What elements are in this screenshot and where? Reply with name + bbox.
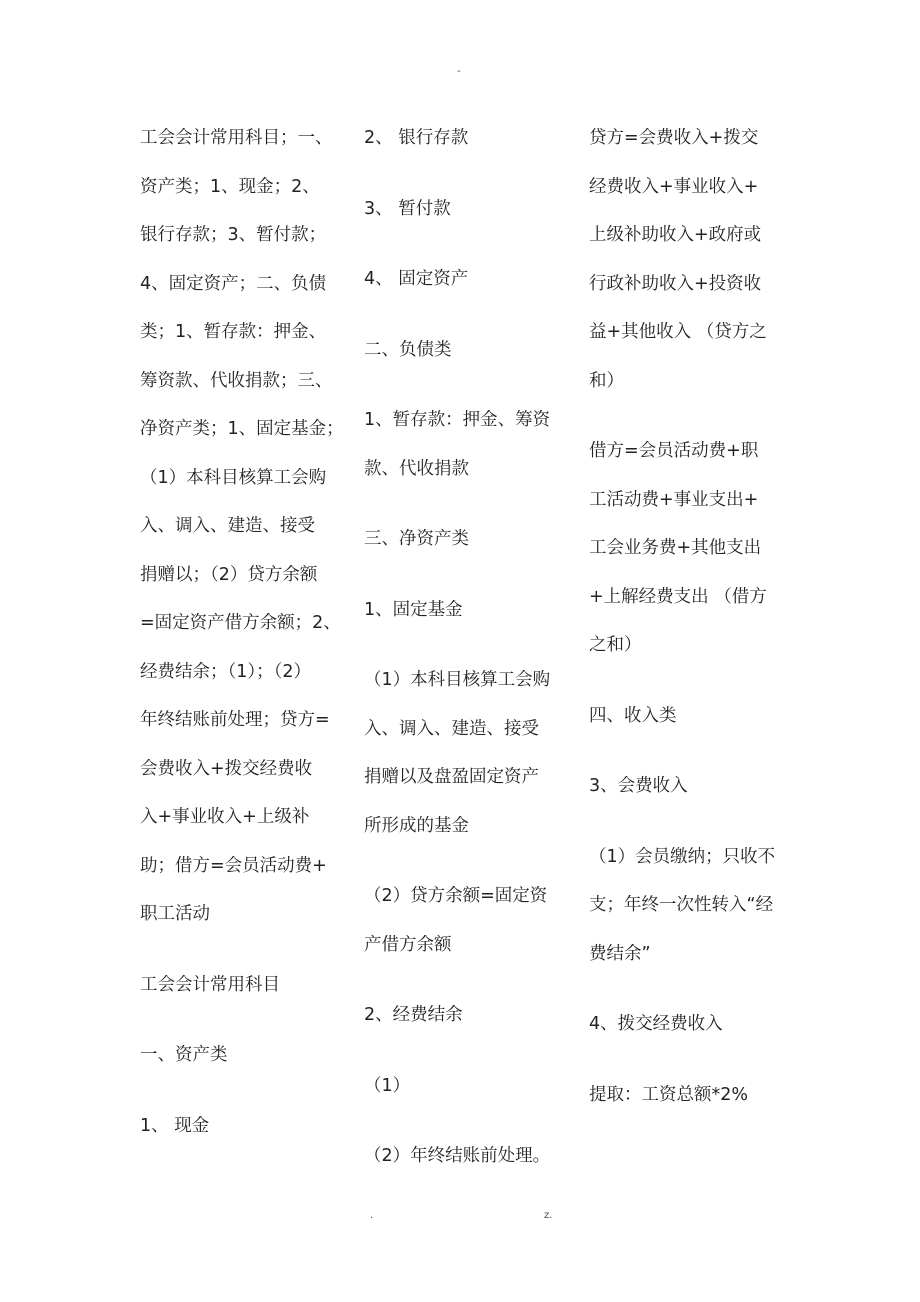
item-heading: 2、经费结余 xyxy=(364,1005,463,1025)
text-line: 贷方=会费收入+拨交 xyxy=(589,128,759,148)
text-line: 入+事业收入+上级补 xyxy=(140,807,310,827)
footer-mark-left: . xyxy=(370,1210,374,1221)
item-heading: 2、 银行存款 xyxy=(364,128,469,148)
text-line: 行政补助收入+投资收 xyxy=(589,273,762,294)
text-line: 提取：工资总额*2% xyxy=(589,1084,749,1105)
section-heading: 二、负债类 xyxy=(364,339,452,360)
text-line: 上级补助收入+政府或 xyxy=(589,225,762,245)
text-line: （1） xyxy=(364,1075,411,1096)
section-heading: 四、收入类 xyxy=(589,705,677,726)
text-line: （1）本科目核算工会购 xyxy=(140,467,327,488)
section-heading: 一、资产类 xyxy=(140,1045,228,1065)
text-line: 工会业务费+其他支出 xyxy=(589,538,762,558)
text-line: 入、调入、建造、接受 xyxy=(364,718,539,739)
text-line: （1）会员缴纳；只收不 xyxy=(589,846,776,867)
text-line: 助；借方=会员活动费+ xyxy=(140,855,327,876)
text-line: （1）本科目核算工会购 xyxy=(364,670,551,690)
text-line: 会费收入+拨交经费收 xyxy=(140,758,313,779)
text-line: 经费结余；（1）；（2） xyxy=(140,661,312,682)
text-line: 借方=会员活动费+职 xyxy=(589,441,759,461)
text-line: +上解经费支出 （借方 xyxy=(589,586,767,607)
section-heading: 三、净资产类 xyxy=(364,529,469,549)
item-heading: 4、 固定资产 xyxy=(364,269,469,289)
text-line: 1、暂存款：押金、筹资 xyxy=(364,410,551,430)
text-line: 工会会计常用科目；一、 xyxy=(140,128,333,148)
text-line: 工活动费+事业支出+ xyxy=(589,489,759,510)
item-heading: 4、拨交经费收入 xyxy=(589,1014,723,1034)
text-line: =固定资产借方余额；2、 xyxy=(140,613,341,633)
text-line: 职工活动 xyxy=(140,904,210,924)
text-line: 4、固定资产；二、负债 xyxy=(140,273,327,294)
column-2 xyxy=(364,114,574,1181)
text-line: 入、调入、建造、接受 xyxy=(140,516,315,536)
text-line: 年终结账前处理；贷方= xyxy=(140,710,330,730)
text-line: 和） xyxy=(589,370,624,391)
text-line: 之和） xyxy=(589,635,642,655)
text-line: 净资产类；1、固定基金； xyxy=(140,419,344,439)
text-line: 资产类；1、现金；2、 xyxy=(140,176,320,197)
item-heading: 3、 暂付款 xyxy=(364,198,451,219)
text-line: （2）贷方余额=固定资 xyxy=(364,886,548,906)
text-line: 费结余” xyxy=(589,943,651,964)
text-line: （2）年终结账前处理。 xyxy=(364,1146,551,1166)
text-line: 经费收入+事业收入+ xyxy=(589,176,759,197)
text-line: 款、代收捐款 xyxy=(364,458,469,479)
header-mark: - xyxy=(457,66,461,77)
text-line: 筹资款、代收捐款；三、 xyxy=(140,370,333,391)
item-heading: 1、 现金 xyxy=(140,1115,210,1136)
text-line: 所形成的基金 xyxy=(364,815,469,836)
text-line: 银行存款；3、暂付款； xyxy=(140,225,327,245)
item-heading: 1、固定基金 xyxy=(364,599,463,620)
text-line: 益+其他收入 （贷方之 xyxy=(589,322,767,342)
text-line: 产借方余额 xyxy=(364,934,452,955)
text-line: 捐赠以；（2）贷方余额 xyxy=(140,564,318,585)
column-1 xyxy=(140,114,344,1150)
footer-mark-right: z. xyxy=(544,1210,553,1221)
text-line: 类；1、暂存款：押金、 xyxy=(140,322,327,342)
text-line: 捐赠以及盘盈固定资产 xyxy=(364,767,539,787)
text-line: 支；年终一次性转入“经 xyxy=(589,895,774,915)
column-3 xyxy=(589,114,799,1119)
item-heading: 3、会费收入 xyxy=(589,776,688,796)
section-title: 工会会计常用科目 xyxy=(140,974,280,995)
